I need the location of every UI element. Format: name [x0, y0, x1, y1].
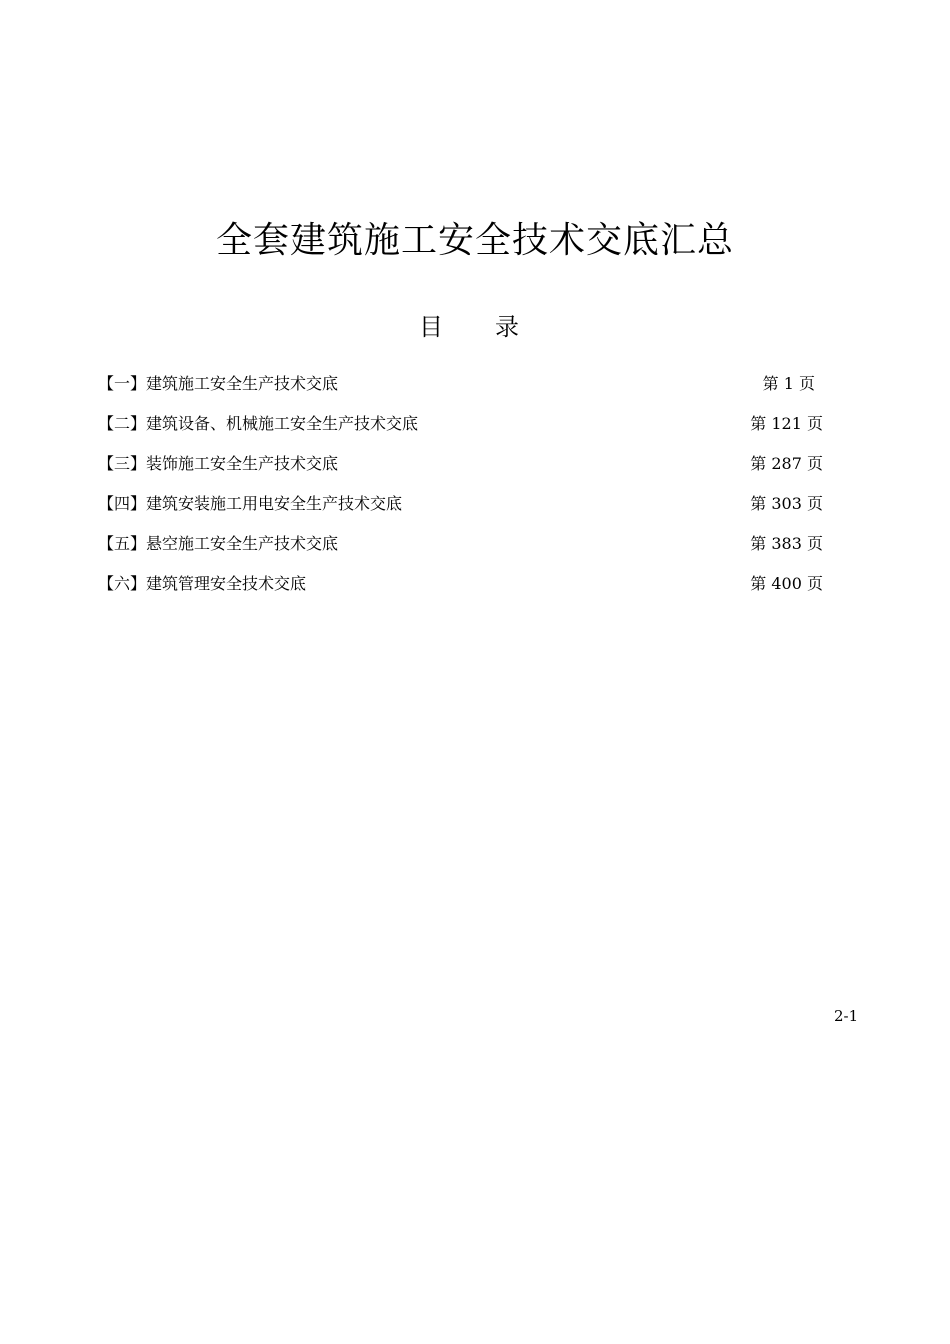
toc-entry-5[interactable] [98, 532, 823, 572]
toc-entry-page: 第 303 页 [750, 494, 823, 513]
table-of-contents [98, 372, 823, 612]
toc-entry-label: 【六】建筑管理安全技术交底 [98, 574, 307, 593]
toc-entry-page: 第 287 页 [750, 454, 823, 473]
toc-entry-label: 【二】建筑设备、机械施工安全生产技术交底 [98, 414, 419, 433]
toc-entry-6[interactable] [98, 572, 823, 612]
toc-entry-label: 【一】建筑施工安全生产技术交底 [98, 374, 339, 393]
toc-entry-label: 【三】装饰施工安全生产技术交底 [98, 454, 339, 473]
toc-entry-1[interactable] [98, 372, 823, 412]
toc-heading-char-2: 录 [495, 313, 519, 341]
toc-entry-page: 第 1 页 [762, 374, 815, 393]
toc-heading-char-1: 目 [419, 313, 443, 341]
toc-entry-page: 第 400 页 [750, 574, 823, 593]
toc-entry-page: 第 121 页 [750, 414, 823, 433]
page-title: 全套建筑施工安全技术交底汇总 [215, 220, 734, 261]
toc-entry-3[interactable] [98, 452, 823, 492]
toc-entry-4[interactable] [98, 492, 823, 532]
toc-entry-label: 【五】悬空施工安全生产技术交底 [98, 534, 339, 553]
toc-entry-label: 【四】建筑安装施工用电安全生产技术交底 [98, 494, 403, 513]
toc-heading [0, 312, 938, 342]
toc-entry-2[interactable] [98, 412, 823, 452]
toc-entry-page: 第 383 页 [750, 534, 823, 553]
page-number: 2-1 [834, 1007, 859, 1025]
